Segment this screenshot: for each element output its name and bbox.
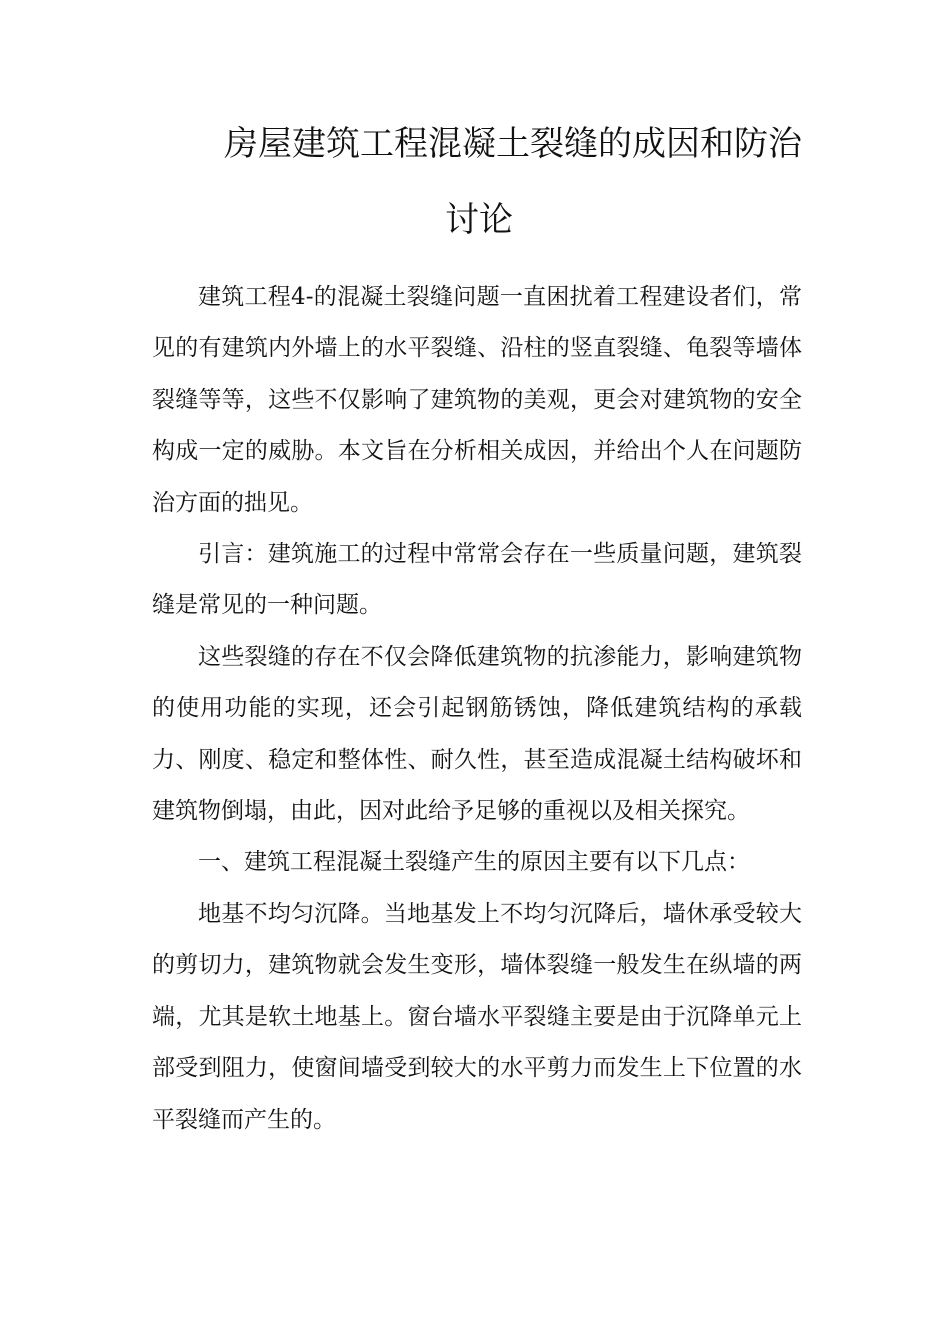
paragraph-impact: 这些裂缝的存在不仅会降低建筑物的抗渗能力，影响建筑物的使用功能的实现，还会引起钢筋锈蚀，降低建筑结构的承载力、刚度、稳定和整体性、耐久性，甚至造成混凝土结构破坏和建筑物倒塌，由此，因对此给予足够的重视以及相关探究。: [152, 643, 802, 825]
document-title-line-1: 房屋建筑工程混凝土裂缝的成因和防治: [224, 124, 802, 164]
paragraph-abstract: 建筑工程4-的混凝土裂缝问题一直困扰着工程建设者们，常见的有建筑内外墙上的水平裂缝、沿柱的竖直裂缝、龟裂等墙体裂缝等等，这些不仅影响了建筑物的美观，更会对建筑物的安全构成一定的威胁。本文旨在分析相关成因，并给出个人在问题防治方面的拙见。: [152, 284, 802, 516]
section-heading-causes: 一、建筑工程混凝土裂缝产生的原因主要有以下几点：: [198, 849, 750, 876]
paragraph-introduction: 引言：建筑施工的过程中常常会存在一些质量问题，建筑裂缝是常见的一种问题。: [152, 541, 802, 619]
paragraph-foundation-settlement: 地基不均匀沉降。当地基发上不均匀沉降后，墙休承受较大的剪切力，建筑物就会发生变形，墙体裂缝一般发生在纵墙的两端，尤其是软土地基上。窗台墙水平裂缝主要是由于沉降单元上部受到阻力，使窗间墙受到较大的水平剪力而发生上下位置的水平裂缝而产生的。: [152, 900, 802, 1133]
document-body: [152, 272, 802, 1146]
document-title-line-2: 讨论: [445, 200, 513, 240]
